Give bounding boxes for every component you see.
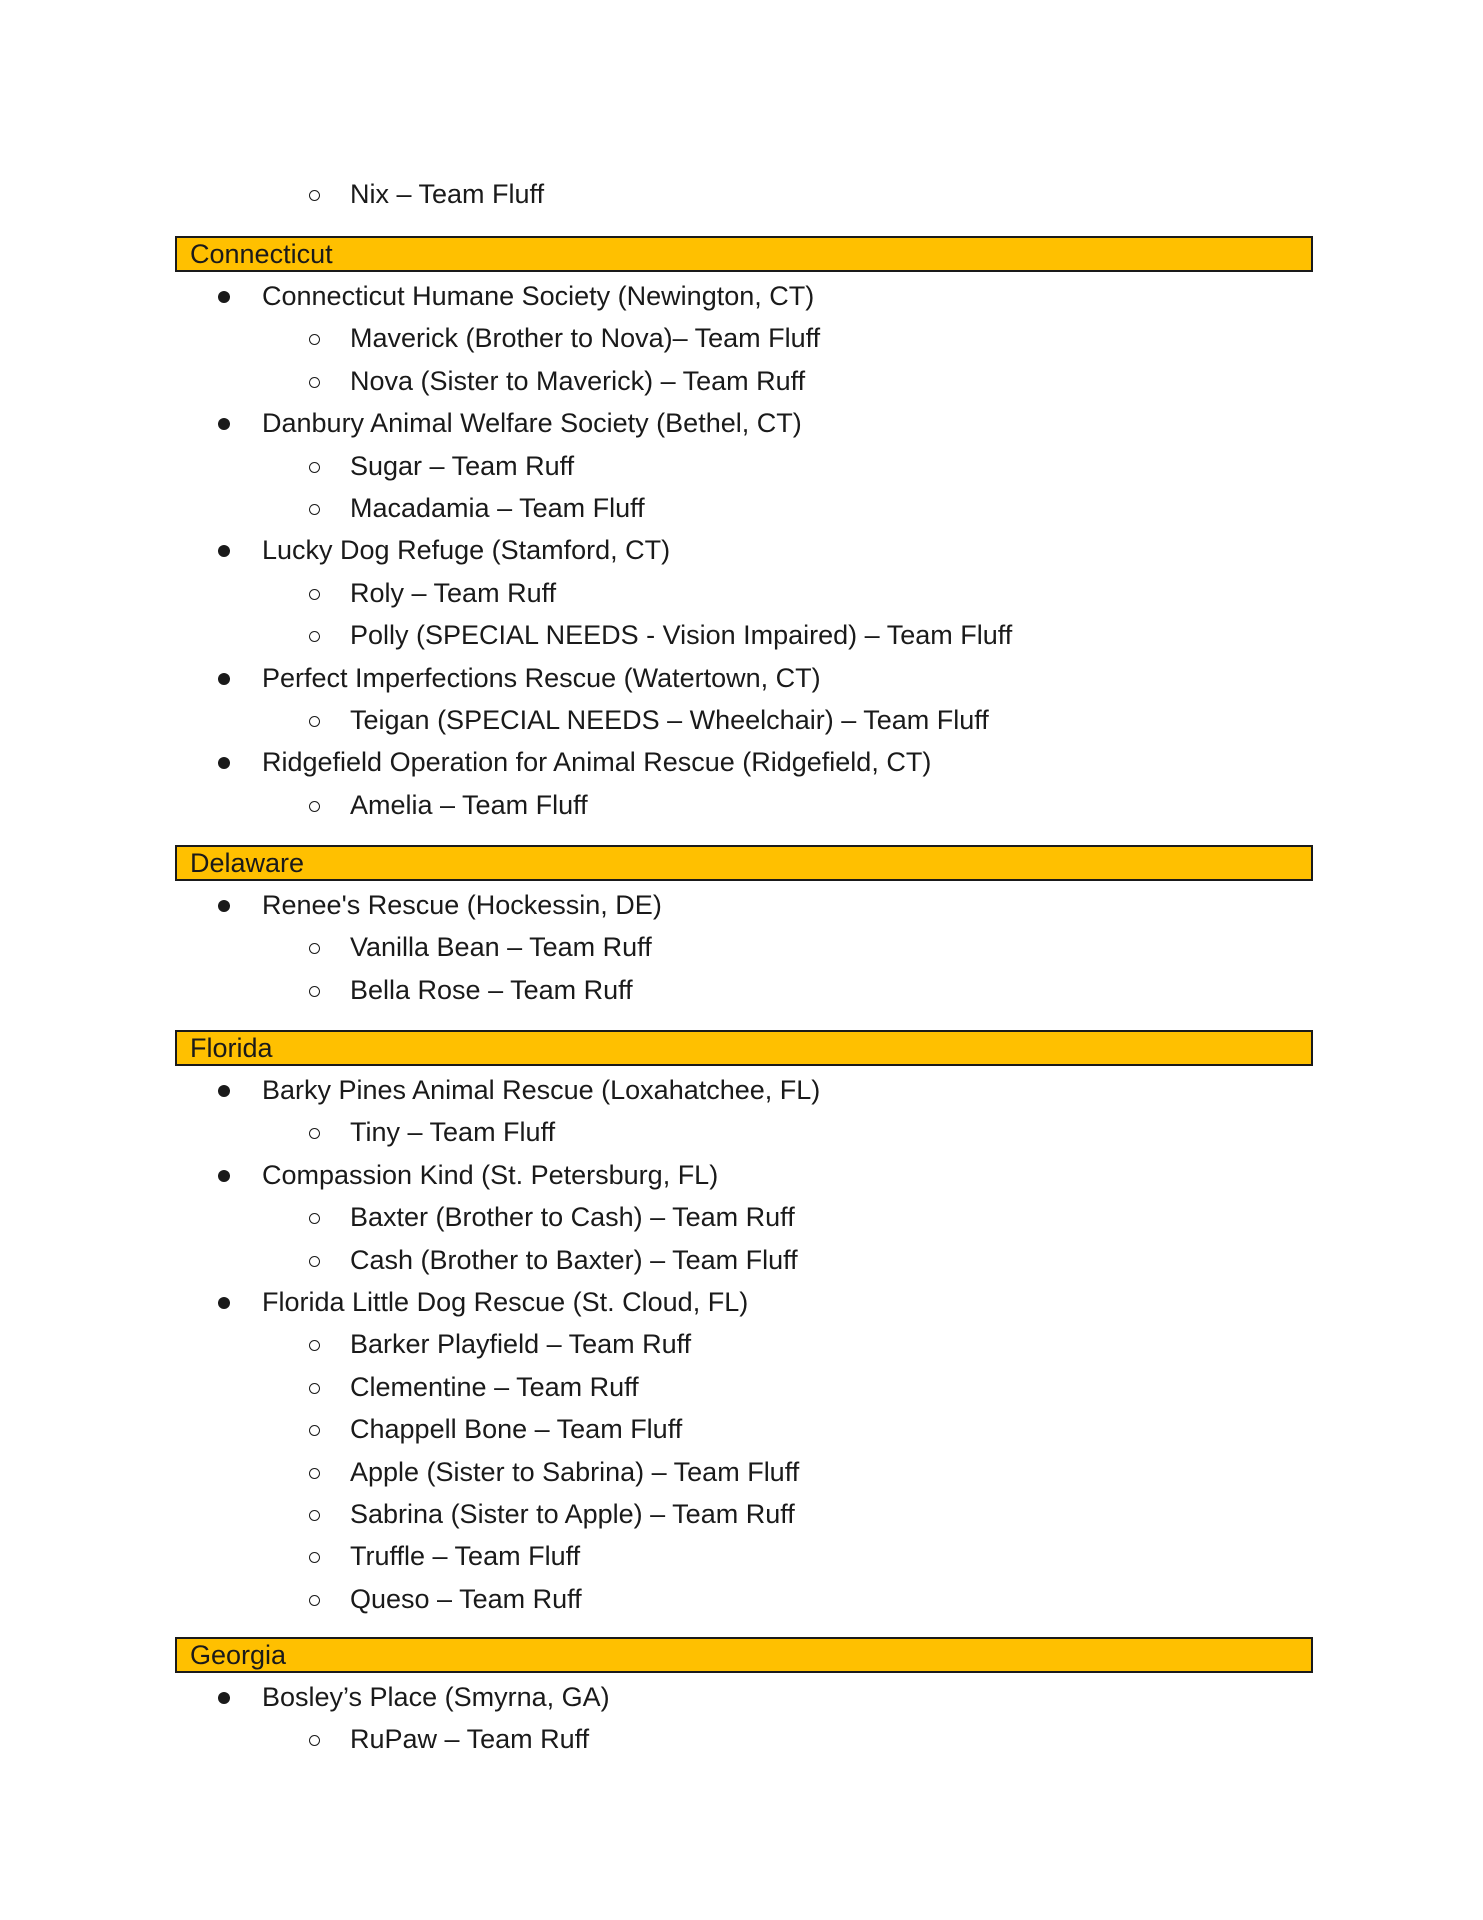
hollow-bullet-icon	[309, 1340, 320, 1351]
hollow-bullet-icon	[309, 1383, 320, 1394]
state-header-connecticut: Connecticut	[175, 236, 1313, 272]
hollow-bullet-icon	[309, 1213, 320, 1224]
dog-entry: Teigan (SPECIAL NEEDS – Wheelchair) – Team Fluff	[350, 705, 989, 735]
rescue-list-item	[262, 1681, 610, 1713]
rescue-name: Renee's Rescue (Hockessin, DE)	[262, 890, 662, 920]
dog-list-item	[350, 974, 633, 1006]
continued-dog-entry	[350, 178, 544, 210]
hollow-bullet-icon	[309, 943, 320, 954]
dog-entry: Bella Rose – Team Ruff	[350, 974, 633, 1005]
dog-entry: Apple (Sister to Sabrina) – Team Fluff	[350, 1456, 800, 1487]
dog-list-item	[350, 619, 1012, 651]
dog-list-item	[350, 1583, 582, 1615]
rescue-name: Barky Pines Animal Rescue (Loxahatchee, FL)	[262, 1075, 821, 1105]
state-header-delaware: Delaware	[175, 845, 1313, 881]
rescue-name: Lucky Dog Refuge (Stamford, CT)	[262, 535, 671, 566]
dog-list-item	[350, 1456, 799, 1488]
rescue-list-item	[262, 280, 814, 312]
hollow-bullet-icon	[309, 589, 320, 600]
bullet-icon	[218, 1692, 230, 1704]
dog-entry: Amelia – Team Fluff	[350, 789, 588, 820]
dog-list-item	[350, 577, 556, 609]
hollow-bullet-icon	[309, 190, 320, 201]
rescue-list-item	[262, 746, 931, 778]
rescue-list-item	[262, 662, 821, 694]
dog-list-item	[350, 704, 989, 736]
dog-list-item	[350, 365, 805, 397]
bullet-icon	[218, 757, 230, 769]
rescue-name: Ridgefield Operation for Animal Rescue (Ridgefield, CT)	[262, 747, 932, 778]
hollow-bullet-icon	[309, 1552, 320, 1563]
rescue-name: Danbury Animal Welfare Society (Bethel, CT)	[262, 408, 802, 439]
dog-entry: Macadamia – Team Fluff	[350, 493, 645, 523]
hollow-bullet-icon	[309, 716, 320, 727]
dog-entry: Baxter (Brother to Cash) – Team Ruff	[350, 1202, 795, 1233]
hollow-bullet-icon	[309, 1425, 320, 1436]
hollow-bullet-icon	[309, 1468, 320, 1479]
hollow-bullet-icon	[309, 1256, 320, 1267]
dog-list-item	[350, 1498, 795, 1530]
hollow-bullet-icon	[309, 504, 320, 515]
hollow-bullet-icon	[309, 377, 320, 388]
rescue-list-item	[262, 1074, 820, 1106]
dog-entry: Tiny – Team Fluff	[350, 1117, 556, 1148]
bullet-icon	[218, 673, 230, 685]
rescue-name: Florida Little Dog Rescue (St. Cloud, FL)	[262, 1287, 749, 1317]
dog-list-item	[350, 322, 820, 354]
dog-list-item	[350, 789, 588, 821]
dog-entry: Queso – Team Ruff	[350, 1583, 582, 1614]
rescue-name: Bosley’s Place (Smyrna, GA)	[262, 1682, 610, 1712]
hollow-bullet-icon	[309, 334, 320, 345]
bullet-icon	[218, 418, 230, 430]
dog-list-item	[350, 1116, 555, 1148]
bullet-icon	[218, 1297, 230, 1309]
dog-entry: Chappell Bone – Team Fluff	[350, 1414, 683, 1445]
dog-list-item	[350, 1723, 589, 1755]
dog-list-item	[350, 1371, 639, 1403]
dog-entry: Nix – Team Fluff	[350, 179, 545, 209]
rescue-list-item	[262, 889, 662, 921]
dog-entry: Nova (Sister to Maverick) – Team Ruff	[350, 365, 806, 396]
dog-list-item	[350, 492, 645, 524]
dog-entry: Truffle – Team Fluff	[350, 1541, 581, 1572]
hollow-bullet-icon	[309, 462, 320, 473]
dog-entry: Clementine – Team Ruff	[350, 1371, 639, 1402]
dog-entry: RuPaw – Team Ruff	[350, 1724, 590, 1755]
dog-list-item	[350, 931, 652, 963]
state-header-georgia: Georgia	[175, 1637, 1313, 1673]
dog-entry: Cash (Brother to Baxter) – Team Fluff	[350, 1244, 798, 1275]
dog-entry: Sabrina (Sister to Apple) – Team Ruff	[350, 1499, 795, 1529]
dog-list-item	[350, 1413, 682, 1445]
rescue-name: Perfect Imperfections Rescue (Watertown, CT)	[262, 662, 821, 693]
dog-entry: Sugar – Team Ruff	[350, 450, 575, 481]
dog-list-item	[350, 1201, 795, 1233]
dog-list-item	[350, 1540, 580, 1572]
bullet-icon	[218, 545, 230, 557]
dog-list-item	[350, 1244, 798, 1276]
dog-entry: Barker Playfield – Team Ruff	[350, 1329, 692, 1360]
rescue-list-item	[262, 1286, 748, 1318]
rescue-list-item	[262, 407, 802, 439]
rescue-list-item	[262, 1159, 718, 1191]
dog-list-item	[350, 1328, 691, 1360]
hollow-bullet-icon	[309, 1128, 320, 1139]
dog-entry: Vanilla Bean – Team Ruff	[350, 932, 652, 963]
bullet-icon	[218, 900, 230, 912]
hollow-bullet-icon	[309, 986, 320, 997]
hollow-bullet-icon	[309, 1510, 320, 1521]
bullet-icon	[218, 1085, 230, 1097]
bullet-icon	[218, 1170, 230, 1182]
dog-entry: Polly (SPECIAL NEEDS - Vision Impaired) – Team Fluff	[350, 620, 1013, 651]
state-header-florida: Florida	[175, 1030, 1313, 1066]
rescue-name: Connecticut Humane Society (Newington, CT)	[262, 281, 815, 311]
hollow-bullet-icon	[309, 631, 320, 642]
dog-list-item	[350, 450, 574, 482]
rescue-list-item	[262, 534, 670, 566]
hollow-bullet-icon	[309, 801, 320, 812]
hollow-bullet-icon	[309, 1595, 320, 1606]
rescue-name: Compassion Kind (St. Petersburg, FL)	[262, 1159, 719, 1190]
dog-entry: Roly – Team Ruff	[350, 577, 557, 608]
hollow-bullet-icon	[309, 1735, 320, 1746]
bullet-icon	[218, 291, 230, 303]
dog-entry: Maverick (Brother to Nova)– Team Fluff	[350, 323, 821, 354]
